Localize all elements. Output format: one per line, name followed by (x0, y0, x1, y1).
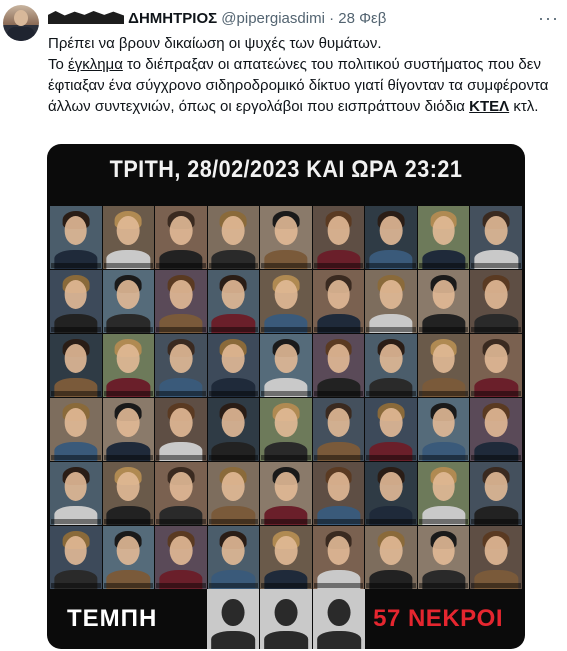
photo-face (380, 472, 403, 501)
photo-face (170, 408, 193, 437)
tweet-date[interactable]: · 28 Φεβ (329, 10, 387, 27)
photo-caption-strip (314, 391, 364, 396)
silhouette-photo (313, 589, 365, 649)
photo-caption-strip (156, 455, 206, 460)
photo-caption-strip (419, 519, 469, 524)
photo-face (170, 216, 193, 245)
photo-caption-strip (261, 327, 311, 332)
photo-face (432, 344, 455, 373)
silhouette-body (317, 631, 361, 649)
victim-photo (155, 462, 207, 525)
victim-photo (313, 398, 365, 461)
photo-face (327, 408, 350, 437)
photo-caption-strip (366, 391, 416, 396)
victim-photo (155, 526, 207, 589)
photo-face (327, 344, 350, 373)
photo-caption-strip (419, 327, 469, 332)
photo-face (380, 408, 403, 437)
victim-photo (103, 526, 155, 589)
photo-caption-strip (104, 327, 154, 332)
photo-caption-strip (419, 391, 469, 396)
photo-face (485, 536, 508, 565)
victim-photo (208, 206, 260, 269)
victim-photo (365, 270, 417, 333)
photo-caption-strip (51, 455, 101, 460)
victim-photo (103, 270, 155, 333)
photo-face (432, 408, 455, 437)
victim-photo (365, 462, 417, 525)
photo-caption-strip (156, 391, 206, 396)
victim-photo (208, 270, 260, 333)
photo-caption-strip (209, 391, 259, 396)
victim-photo (208, 334, 260, 397)
photo-face (170, 280, 193, 309)
victim-photo (50, 270, 102, 333)
victim-photo (313, 334, 365, 397)
silhouette-head (275, 599, 298, 627)
victim-photo (103, 206, 155, 269)
victim-photo (260, 398, 312, 461)
photo-face (380, 344, 403, 373)
photo-face (327, 216, 350, 245)
photo-caption-strip (156, 519, 206, 524)
photo-caption-strip (314, 263, 364, 268)
photo-face (64, 536, 87, 565)
photo-face (380, 280, 403, 309)
footer-right-label: 57 ΝΕΚΡΟΙ (373, 605, 503, 632)
photo-face (64, 216, 87, 245)
photo-caption-strip (366, 263, 416, 268)
avatar-suit (7, 27, 35, 41)
photo-face (485, 472, 508, 501)
photo-caption-strip (471, 327, 521, 332)
victim-photo (103, 398, 155, 461)
photo-caption-strip (51, 519, 101, 524)
photo-caption-strip (209, 519, 259, 524)
text-end: κτλ. (509, 98, 539, 115)
photo-face (222, 472, 245, 501)
redacted-name-mark (48, 11, 124, 24)
tweet-text-para2 (48, 54, 560, 117)
victim-photo (470, 526, 522, 589)
victim-photo (50, 398, 102, 461)
photo-face (380, 536, 403, 565)
photo-face (327, 280, 350, 309)
photo-caption-strip (366, 455, 416, 460)
victim-photo (365, 398, 417, 461)
photo-caption-strip (209, 455, 259, 460)
victim-photo (260, 270, 312, 333)
victim-photo (418, 206, 470, 269)
photo-caption-strip (366, 519, 416, 524)
victim-photo (470, 398, 522, 461)
photo-face (117, 408, 140, 437)
victim-photo (260, 206, 312, 269)
more-horizontal-icon[interactable]: ··· (538, 8, 559, 28)
photo-face (117, 280, 140, 309)
photo-caption-strip (261, 519, 311, 524)
author-handle[interactable]: @pipergiasdimi (221, 10, 325, 27)
photo-face (170, 472, 193, 501)
photo-face (327, 536, 350, 565)
tweet-text (48, 33, 560, 117)
victim-photo (365, 334, 417, 397)
photo-face (432, 280, 455, 309)
photo-face (64, 408, 87, 437)
photo-caption-strip (419, 263, 469, 268)
photo-face (485, 408, 508, 437)
photo-caption-strip (51, 263, 101, 268)
photo-caption-strip (419, 455, 469, 460)
victim-photo (155, 270, 207, 333)
victim-photo (470, 334, 522, 397)
victim-photo (103, 462, 155, 525)
photo-face (485, 216, 508, 245)
avatar-face (14, 10, 28, 26)
photo-caption-strip (314, 455, 364, 460)
victim-photo (365, 206, 417, 269)
photo-face (170, 536, 193, 565)
victim-photo (260, 526, 312, 589)
silhouette-head (328, 599, 351, 627)
photo-face (432, 216, 455, 245)
photo-caption-strip (314, 327, 364, 332)
photo-face (222, 536, 245, 565)
photo-caption-strip (104, 519, 154, 524)
victim-photo (418, 526, 470, 589)
photo-caption-strip (261, 455, 311, 460)
photo-face (275, 408, 298, 437)
photo-face (170, 344, 193, 373)
victim-photo (418, 398, 470, 461)
photo-caption-strip (471, 263, 521, 268)
photo-face (64, 472, 87, 501)
photo-face (222, 280, 245, 309)
victim-photo (418, 270, 470, 333)
silhouette-row (207, 589, 365, 649)
victim-photo (313, 526, 365, 589)
victim-photo (313, 462, 365, 525)
photo-face (117, 536, 140, 565)
silhouette-body (211, 631, 255, 649)
victim-photo (50, 334, 102, 397)
footer-left-label: ΤΕΜΠΗ (67, 605, 158, 632)
victim-photo (470, 270, 522, 333)
victim-photo (313, 206, 365, 269)
silhouette-photo (207, 589, 259, 649)
photo-face (275, 280, 298, 309)
media-title: ΤΡΙΤΗ, 28/02/2023 ΚΑΙ ΩΡΑ 23:21 (109, 156, 463, 183)
photo-face (64, 344, 87, 373)
photo-face (485, 344, 508, 373)
photo-caption-strip (314, 519, 364, 524)
tweet-media-image[interactable] (47, 144, 525, 649)
photo-caption-strip (156, 327, 206, 332)
author-name[interactable]: ΔΗΜΗΤΡΙΟΣ (128, 10, 218, 27)
victim-photo (313, 270, 365, 333)
silhouette-head (222, 599, 245, 627)
victim-photo (155, 398, 207, 461)
victim-photo (50, 462, 102, 525)
victim-photo (208, 526, 260, 589)
photo-face (222, 408, 245, 437)
victim-photo (260, 462, 312, 525)
victim-photo (50, 206, 102, 269)
photo-caption-strip (156, 263, 206, 268)
victim-photo (418, 334, 470, 397)
photo-caption-strip (471, 455, 521, 460)
photo-face (117, 216, 140, 245)
silhouette-photo (260, 589, 312, 649)
photo-face (380, 216, 403, 245)
text-pre: Το (48, 56, 69, 73)
photo-caption-strip (471, 519, 521, 524)
photo-caption-strip (104, 391, 154, 396)
photo-face (275, 472, 298, 501)
photo-face (327, 472, 350, 501)
photo-caption-strip (104, 455, 154, 460)
photo-face (432, 472, 455, 501)
victim-photo (260, 334, 312, 397)
photo-caption-strip (209, 263, 259, 268)
photo-caption-strip (209, 327, 259, 332)
text-post: το διέπραξαν οι απατεώνες του πολιτικού συστήματος που δεν έφτιαξαν ένα σύγχρονο σιδηροδρομικό δίκτυο γιατί θίγονταν τα συμφέροντα άλλων συντεχνιών, όπως οι εργολάβοι που εισπράττουν διόδια (48, 56, 549, 115)
photo-face (64, 280, 87, 309)
photo-caption-strip (261, 263, 311, 268)
victim-photo (50, 526, 102, 589)
photo-face (432, 536, 455, 565)
photo-face (275, 216, 298, 245)
photo-face (117, 344, 140, 373)
victim-photo-grid (50, 206, 522, 589)
victim-photo (155, 206, 207, 269)
author-avatar[interactable] (3, 5, 39, 41)
photo-face (275, 536, 298, 565)
photo-face (485, 280, 508, 309)
bold-word: ΚΤΕΛ (469, 98, 510, 115)
highlight-word: έγκλημα (68, 56, 123, 73)
victim-photo (103, 334, 155, 397)
victim-photo (418, 462, 470, 525)
photo-face (222, 344, 245, 373)
tweet-header (48, 10, 386, 27)
victim-photo (208, 398, 260, 461)
photo-face (222, 216, 245, 245)
victim-photo (470, 206, 522, 269)
photo-face (275, 344, 298, 373)
photo-caption-strip (51, 391, 101, 396)
photo-caption-strip (51, 327, 101, 332)
victim-photo (365, 526, 417, 589)
photo-caption-strip (366, 327, 416, 332)
tweet-text-line1: Πρέπει να βρουν δικαίωση οι ψυχές των θυμάτων. (48, 35, 382, 52)
victim-photo (155, 334, 207, 397)
photo-caption-strip (471, 391, 521, 396)
victim-photo (208, 462, 260, 525)
photo-caption-strip (261, 391, 311, 396)
victim-photo (470, 462, 522, 525)
photo-face (117, 472, 140, 501)
silhouette-body (264, 631, 308, 649)
photo-caption-strip (104, 263, 154, 268)
media-footer (47, 587, 525, 649)
